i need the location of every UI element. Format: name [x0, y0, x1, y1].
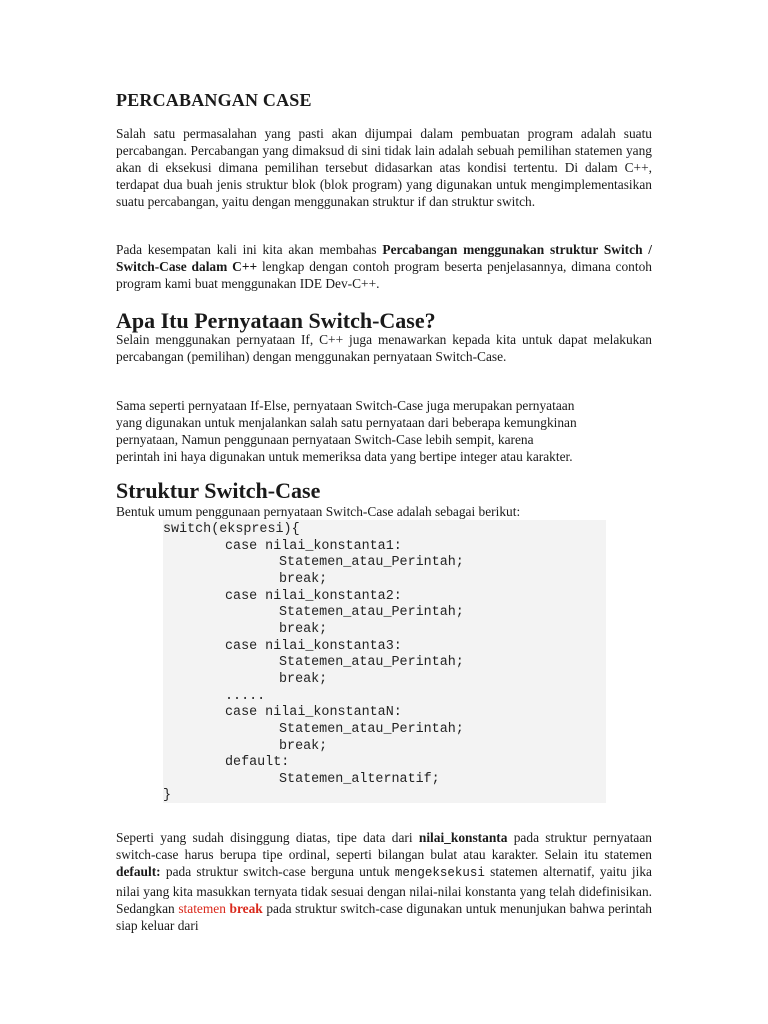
code-line: Statemen_atau_Perintah; — [279, 722, 464, 737]
scope-paragraph — [116, 241, 652, 292]
scope-bold-topic: Percabangan menggunakan struktur Switch / Switch-Case dalam C++ — [116, 242, 653, 274]
explanation-text: pada struktur switch-case digunakan untuk menunjukan bahwa perintah siap keluar dari — [116, 900, 652, 934]
scope-text-start: Pada kesempatan kali ini kita akan membahas — [116, 242, 383, 257]
nilai-konstanta-term: nilai_konstanta — [418, 830, 508, 845]
comparison-line-3: pernyataan, Namun penggunaan pernyataan Switch-Case lebih sempit, karena — [116, 432, 534, 447]
code-line: default: — [225, 755, 290, 770]
code-line: case nilai_konstanta3: — [225, 639, 402, 654]
explanation-paragraph — [116, 829, 652, 934]
code-line: break; — [279, 739, 328, 754]
explanation-text: Seperti yang sudah disinggung diatas, tipe data dari — [116, 830, 419, 845]
code-line: Statemen_atau_Perintah; — [279, 605, 464, 620]
mengeksekusi-term: mengeksekusi — [394, 866, 485, 881]
comparison-line-2: yang digunakan untuk menjalankan salah satu pernyataan dari beberapa kemungkinan — [116, 415, 577, 430]
page-title: PERCABANGAN CASE — [116, 90, 312, 110]
default-term: default: — [116, 864, 161, 880]
definition-paragraph: Selain menggunakan pernyataan If, C++ juga menawarkan kepada kita untuk dapat melakukan percabangan (pemilihan) dengan menggunakan pernyataan Switch-Case. — [116, 332, 652, 364]
code-line: Statemen_atau_Perintah; — [279, 555, 464, 570]
intro-paragraph: Salah satu permasalahan yang pasti akan dijumpai dalam pembuatan program adalah suatu percabangan. Percabangan yang dimaksud di sini tidak lain adalah sebuah pemilihan statemen yang akan di eksekusi dimana pemilihan tersebut didasarkan atas kondisi tertentu. Di dalam C++, terdapat dua buah jenis struktur blok (blok program) yang digunakan untuk mengimplementasikan suatu percabangan, yaitu dengan menggunakan struktur if dan struktur switch. — [116, 126, 652, 209]
code-line: Statemen_alternatif; — [279, 772, 440, 787]
code-line: } — [163, 788, 172, 803]
heading-struktur: Struktur Switch-Case — [116, 478, 321, 503]
explanation-text: pada struktur switch-case berguna untuk — [160, 864, 395, 880]
code-line: break; — [279, 672, 328, 687]
comparison-paragraph — [116, 397, 652, 465]
code-line: case nilai_konstantaN: — [225, 705, 402, 720]
explanation-text: statemen alternatif, yaitu jika nilai yang kita masukkan ternyata tidak sesuai dengan nilai-nilai konstanta yang telah didefinisikan. Sedangkan — [116, 864, 652, 916]
comparison-line-1: Sama seperti pernyataan If-Else, pernyataan Switch-Case juga merupakan pernyataan — [116, 398, 575, 413]
syntax-intro: Bentuk umum penggunaan pernyataan Switch-Case adalah sebagai berikut: — [116, 504, 521, 519]
code-line: case nilai_konstanta2: — [225, 589, 402, 604]
explanation-text: pada struktur pernyataan switch-case harus berupa tipe ordinal, seperti bilangan bulat atau karakter. Selain itu statemen — [116, 830, 652, 863]
scope-text-end: lengkap dengan contoh program beserta penjelasannya, dimana contoh program kami buat menggunakan IDE Dev-C++. — [116, 259, 652, 291]
code-line: case nilai_konstanta1: — [225, 539, 402, 554]
comparison-line-4: perintah ini haya digunakan untuk memeriksa data yang bertipe integer atau karakter. — [116, 449, 573, 464]
statemen-red-text: statemen — [178, 900, 230, 916]
code-line: switch(ekspresi){ — [163, 522, 300, 537]
break-term: break — [229, 900, 263, 916]
heading-apa-itu: Apa Itu Pernyataan Switch-Case? — [116, 308, 436, 333]
code-line: break; — [279, 572, 328, 587]
code-line: ..... — [225, 689, 266, 704]
code-line: Statemen_atau_Perintah; — [279, 655, 464, 670]
code-line: break; — [279, 622, 328, 637]
